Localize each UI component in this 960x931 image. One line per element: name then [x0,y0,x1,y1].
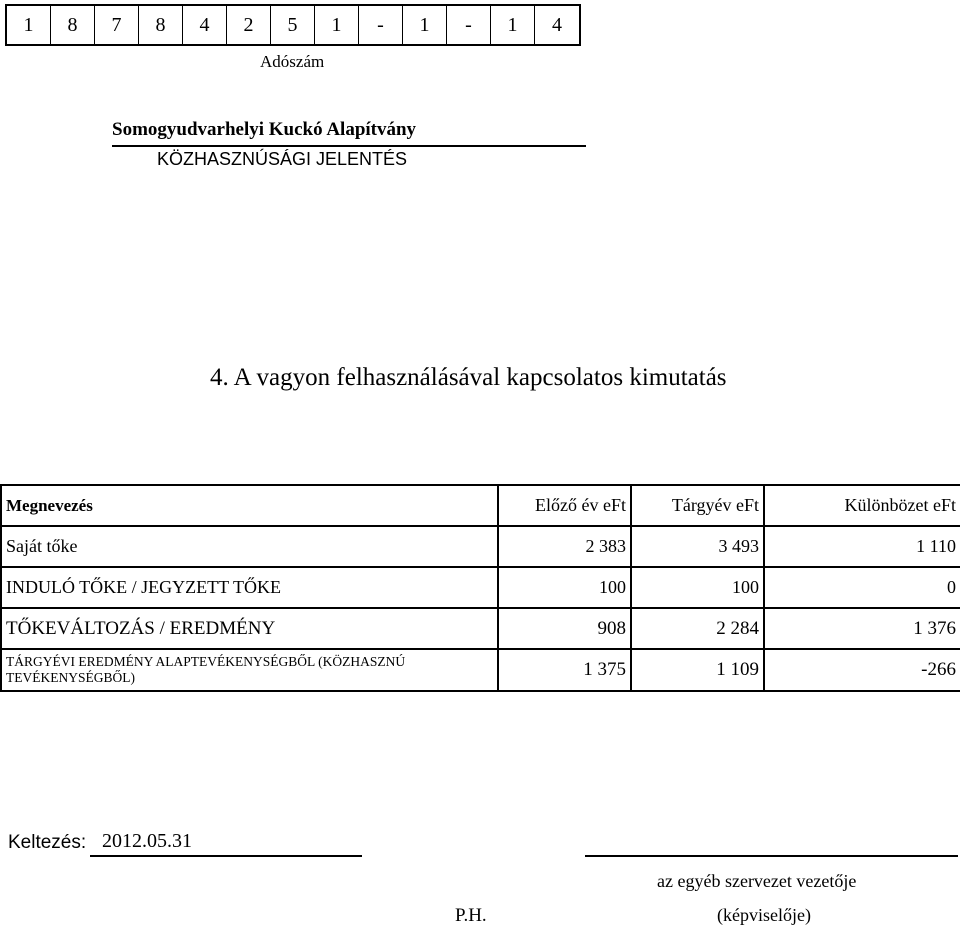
row-name: TŐKEVÁLTOZÁS / EREDMÉNY [1,608,498,649]
date-value: 2012.05.31 [102,830,192,852]
row-name: TÁRGYÉVI EREDMÉNY ALAPTEVÉKENYSÉGBŐL (KÖZHASZNÚ TEVÉKENYSÉGBŐL) [1,649,498,691]
tax-number-boxes [5,4,581,46]
table-row [1,608,960,649]
date-underline [90,855,362,857]
row-prev: 2 383 [498,526,631,567]
tax-digit: 4 [552,13,562,36]
row-diff: -266 [764,649,960,691]
row-prev: 908 [498,608,631,649]
row-prev: 100 [498,567,631,608]
tax-digit: 8 [51,6,95,44]
signer-title: az egyéb szervezet vezetője [657,871,857,891]
row-curr: 2 284 [631,608,764,649]
tax-digit: 2 [227,6,271,44]
tax-digit: 5 [271,6,315,44]
header-name: Megnevezés [1,485,498,526]
tax-digit: - [447,6,491,44]
section-title: 4. A vagyon felhasználásával kapcsolatos kimutatás [210,364,727,391]
row-name: Saját tőke [1,526,498,567]
tax-digit: 8 [139,6,183,44]
header-difference: Különbözet eFt [764,485,960,526]
tax-digit: - [359,6,403,44]
signer-subtitle: (képviselője) [717,905,811,925]
row-curr: 1 109 [631,649,764,691]
table-row [1,649,960,691]
table-row [1,526,960,567]
tax-digit: 1 [491,6,535,44]
signature-line [585,855,958,857]
row-curr: 100 [631,567,764,608]
row-diff: 1 110 [764,526,960,567]
tax-digit: 1 [403,6,447,44]
table-header-row [1,485,960,526]
report-type: KÖZHASZNÚSÁGI JELENTÉS [157,149,408,169]
asset-usage-table [0,484,960,692]
tax-digit: 1 [7,6,51,44]
tax-digit: 1 [315,6,359,44]
tax-digit: 4 [183,6,227,44]
tax-number-label: Adószám [260,52,325,71]
row-prev: 1 375 [498,649,631,691]
header-prev-year: Előző év eFt [498,485,631,526]
tax-digit: 7 [95,6,139,44]
date-label: Keltezés: [8,832,87,853]
row-diff: 0 [764,567,960,608]
stamp-placeholder: P.H. [455,905,487,926]
organization-underline [112,145,586,147]
row-curr: 3 493 [631,526,764,567]
header-current-year: Tárgyév eFt [631,485,764,526]
row-name: INDULÓ TŐKE / JEGYZETT TŐKE [1,567,498,608]
organization-name: Somogyudvarhelyi Kuckó Alapítvány [112,119,417,140]
row-diff: 1 376 [764,608,960,649]
table-row [1,567,960,608]
